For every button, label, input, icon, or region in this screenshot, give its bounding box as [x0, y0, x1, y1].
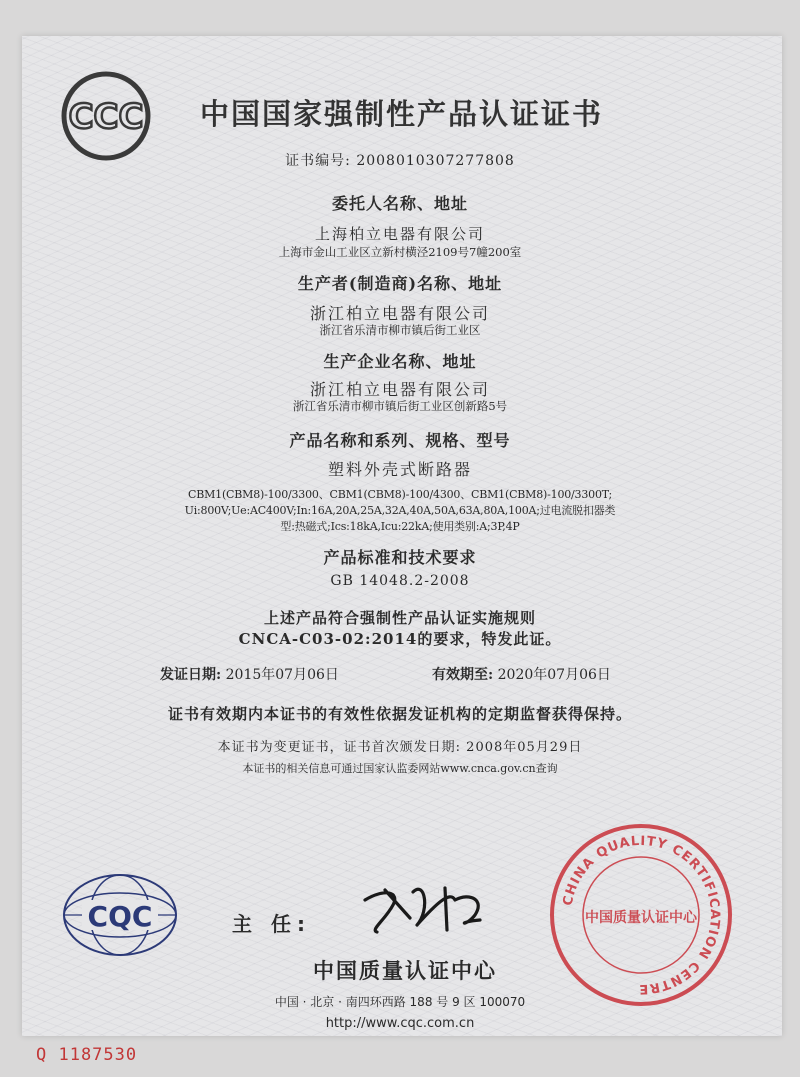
issue-date-value: 2015年07月06日: [225, 667, 339, 683]
org-name: 中国质量认证中心: [313, 959, 497, 983]
lookup-note: 本证书的相关信息可通过国家认监委网站www.cnca.gov.cn查询: [242, 762, 558, 775]
svg-text:CHINA QUALITY CERTIFICATION CE: CHINA QUALITY CERTIFICATION CENTRE: [560, 833, 723, 997]
standard-heading: 产品标准和技术要求: [323, 548, 477, 567]
standard-value: GB 14048.2-2008: [330, 573, 470, 589]
conformity-line2: CNCA-C03-02:2014的要求，特发此证。: [238, 630, 562, 648]
svg-text:中国质量认证中心: 中国质量认证中心: [585, 910, 697, 926]
org-url[interactable]: http://www.cqc.com.cn: [325, 1016, 475, 1031]
cert-number: [0, 150, 800, 170]
org-address: 中国 · 北京 · 南四环西路 188 号 9 区 100070: [274, 995, 526, 1009]
issue-date: [160, 664, 339, 684]
client-heading: 委托人名称、地址: [331, 194, 468, 213]
product-name: 塑料外壳式断路器: [327, 460, 472, 479]
product-spec-line2: Ui:800V;Ue:AC400V;In:16A,20A,25A,32A,40A,50A,63A,80A,100A;过电流脱扣器类: [184, 504, 616, 517]
manufacturer-heading: 生产者(制造商)名称、地址: [297, 274, 503, 293]
conformity-line1: 上述产品符合强制性产品认证实施规则: [263, 609, 536, 627]
serial-number: Q 1187530: [36, 1045, 138, 1065]
certification-seal: [548, 822, 734, 1008]
factory-name: 浙江柏立电器有限公司: [309, 380, 490, 399]
expiry-date-label: 有效期至:: [432, 667, 494, 683]
expiry-date: [432, 664, 611, 684]
certificate-title: 中国国家强制性产品认证证书: [200, 97, 604, 131]
ccc-icon: [60, 70, 152, 162]
svg-text:CCC: CCC: [68, 97, 144, 137]
product-heading: 产品名称和系列、规格、型号: [289, 431, 511, 450]
cert-number-value: 2008010307277808: [356, 153, 515, 169]
manufacturer-address: 浙江省乐清市柳市镇后街工业区: [319, 323, 481, 337]
director-signature: [355, 870, 495, 940]
client-name: 上海柏立电器有限公司: [314, 225, 485, 243]
cert-number-label: 证书编号:: [285, 153, 351, 169]
product-spec-line1: CBM1(CBM8)-100/3300、CBM1(CBM8)-100/4300、CBM1(CBM8)-100/3300T;: [187, 488, 612, 501]
factory-address: 浙江省乐清市柳市镇后街工业区创新路5号: [292, 399, 508, 413]
change-note: 本证书为变更证书，证书首次颁发日期: 2008年05月29日: [217, 740, 583, 755]
client-address: 上海市金山工业区立新村横泾2109号7幢200室: [278, 245, 522, 259]
expiry-date-value: 2020年07月06日: [497, 667, 611, 683]
director-label: 主 任:: [232, 912, 311, 936]
validity-note: 证书有效期内本证书的有效性依据发证机构的定期监督获得保持。: [167, 705, 632, 723]
product-spec-line3: 型:热磁式;Ics:18kA,Icu:22kA;使用类别:A;3P,4P: [280, 520, 520, 533]
factory-heading: 生产企业名称、地址: [323, 352, 477, 371]
cqc-logo-icon: [60, 870, 180, 960]
manufacturer-name: 浙江柏立电器有限公司: [309, 304, 490, 323]
issue-date-label: 发证日期:: [160, 667, 222, 683]
svg-text:CQC: CQC: [87, 900, 153, 933]
